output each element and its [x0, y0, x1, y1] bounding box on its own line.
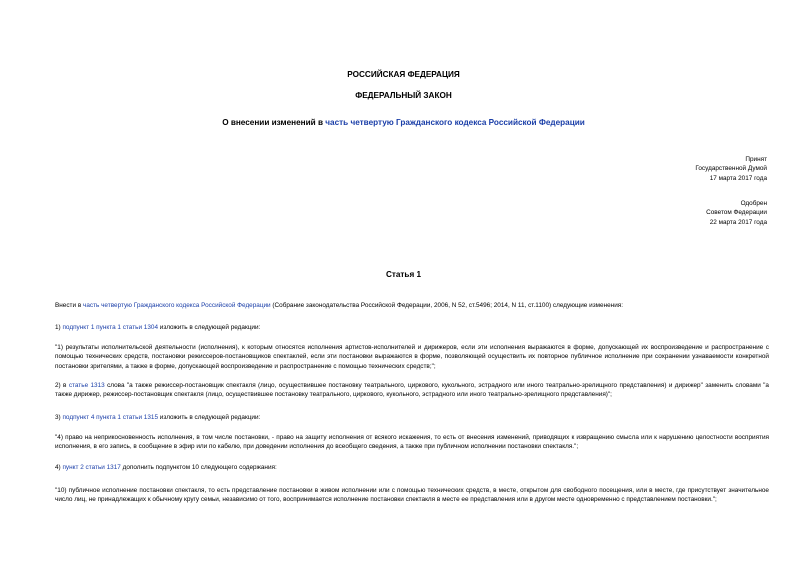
law-title-prefix: О внесении изменений в — [222, 118, 326, 127]
approved-date: 22 марта 2017 года — [709, 218, 767, 226]
article-intro — [55, 301, 769, 310]
country-heading: РОССИЙСКАЯ ФЕДЕРАЦИЯ — [347, 70, 460, 79]
civil-code-link[interactable]: часть четвертую Гражданского кодекса Российской Федерации — [325, 118, 585, 127]
law-title — [0, 118, 807, 127]
adopted-date: 17 марта 2017 года — [709, 174, 767, 182]
item-1-text: "1) результаты исполнительской деятельности (исполнения), к которым относятся исполнения артистов-исполнителей и дирижеров, если эти исполнения выражаются в форме, допускающей их воспроизведение и распространение с помощью технических средств, постановки режиссеров-постановщиков спектаклей, если эти постановки выражаются в форме, позволяющей осуществить их повторное публичное исполнение при сохранении узнаваемости конкретной постановки зрителями, а также в форме, допускающей воспроизведение и распространение с помощью технических средств;"; — [55, 344, 769, 370]
item-3-text: "4) право на неприкосновенность исполнения, в том числе постановки, - право на защиту исполнения от всякого искажения, то есть от внесения изменений, приводящих к извращению смысла или к нарушению целостности восприятия исполнения, в его запись, в сообщение в эфир или по кабелю, при доведении исполнения до всеобщего сведения, а также при публичном исполнении постановки спектакля."; — [55, 434, 769, 451]
doc-type-heading: ФЕДЕРАЛЬНЫЙ ЗАКОН — [355, 91, 452, 100]
approved-block — [706, 199, 767, 227]
item-1-post: изложить в следующей редакции: — [158, 324, 261, 331]
item-2-pre: 2) в — [55, 382, 69, 389]
item-4-post: дополнить подпунктом 10 следующего содержания: — [120, 464, 277, 471]
approved-label: Одобрен — [740, 200, 767, 207]
item-4-link[interactable]: пункт 2 статьи 1317 — [62, 464, 121, 471]
intro-pre: Внести в — [55, 302, 83, 309]
item-4-num: 4) — [55, 464, 63, 471]
adopted-block — [695, 155, 767, 183]
item-1 — [55, 323, 769, 332]
intro-civil-code-link[interactable]: часть четвертую Гражданского кодекса Российской Федерации — [82, 302, 271, 309]
item-4 — [55, 463, 769, 472]
article-heading: Статья 1 — [385, 270, 422, 279]
item-1-link[interactable]: подпункт 1 пункта 1 статьи 1304 — [62, 324, 159, 331]
item-3 — [55, 413, 769, 422]
item-2-post: слова "а также режиссер-постановщик спектакля (лицо, осуществившее постановку театрального, циркового, кукольного, эстрадного или иного театрально-зрелищного представления) и дирижер" заменить словами "а также дирижер, режиссер-постановщик спектакля (лицо, осуществившее постановку театрального, циркового, кукольного, эстрадного или иного театрально-зрелищного представления)"; — [55, 382, 769, 399]
item-2-link[interactable]: статье 1313 — [68, 382, 105, 389]
item-3-link[interactable]: подпункт 4 пункта 1 статьи 1315 — [62, 414, 159, 421]
item-4-text: "10) публичное исполнение постановки спектакля, то есть представление постановки в живом исполнении или с помощью технических средств, в месте, открытом для свободного посещения, или в месте, где присутствует значительное число лиц, не принадлежащих к обычному кругу семьи, независимо от того, воспринимается исполнение постановки спектакля в месте ее представления или в другом месте одновременно с представлением постановки."; — [55, 487, 769, 504]
item-3-post: изложить в следующей редакции: — [158, 414, 261, 421]
adopted-body: Государственной Думой — [695, 165, 767, 173]
adopted-label: Принят — [745, 156, 767, 163]
item-1-num: 1) — [55, 324, 63, 331]
intro-post: (Собрание законодательства Российской Федерации, 2006, N 52, ст.5496; 2014, N 11, ст.1100) следующие изменения: — [270, 302, 624, 309]
item-3-num: 3) — [55, 414, 63, 421]
approved-body: Советом Федерации — [706, 209, 767, 217]
item-2 — [55, 381, 769, 400]
